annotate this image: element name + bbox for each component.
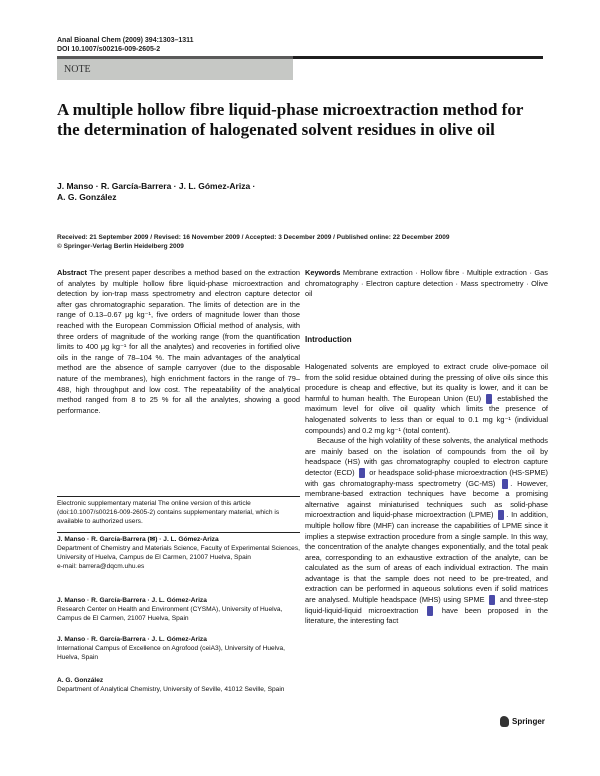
- publisher-logo: [500, 716, 545, 727]
- supplementary-note: Electronic supplementary material The online version of this article (doi:10.1007/s00216-009-2605-2) contains supplementary material, which is available to authorized users.: [57, 500, 280, 525]
- intro-text: Halogenated solvents are employed to extract crude olive-pomace oil from the solid residue obtained during the pressing of olive oils since this procedure is cheap and effective, but its quality is lower, and it can be harmful to human health. The European Union (EU): [305, 362, 548, 403]
- article-title: A multiple hollow fibre liquid-phase microextraction method for the determination of halogenated solvent residues in olive oil: [57, 100, 524, 139]
- abstract-text: The present paper describes a method based on the extraction of analytes by multiple hollow fibre liquid-phase microextraction and detection by ion-trap mass spectrometry and electron capture detector after gas chromatographic separation. The limits of detection are in the range of 0.13–0.67 μg kg⁻¹, five orders of magnitude lower than those reached with the European Commission Official method of analysis, with three orders of magnitude of the working range (from the quantification limits to 400 μg kg⁻¹ for all the analytes) and recoveries in fortified olive oils in the range of 78–104 %. The main advantages of the analytical method are the absence of sample carryover (due to the disposable nature of the membranes), high enrichment factors in the range of 79–488, high throughput and low cost. The repeatability of the analytical method ranged from 8 to 25 % for all the analytes, showing a good performance.: [57, 268, 300, 415]
- intro-text: . However, membrane-based extraction techniques have become a promising alternative against miniaturised techniques such as solid-phase microextraction and liquid-phase microextraction (LPME): [305, 478, 548, 520]
- affiliation-authors: A. G. González: [57, 677, 104, 684]
- intro-paragraph: [305, 436, 548, 627]
- affiliation-address: International Campus of Excellence on Agrofood (ceiA3), University of Huelva, Huelva, Spain: [57, 645, 285, 661]
- affiliation-email[interactable]: e-mail: barrera@dqcm.uhu.es: [57, 563, 145, 570]
- journal-citation: Anal Bioanal Chem (2009) 394:1303–1311: [57, 37, 194, 44]
- affiliation-authors: J. Manso · R. García-Barrera · J. L. Gómez-Ariza: [57, 597, 207, 604]
- affiliation-authors: J. Manso · R. García-Barrera · J. L. Gómez-Ariza: [57, 636, 207, 643]
- citation-link[interactable]: [359, 468, 365, 478]
- doi: DOI 10.1007/s00216-009-2605-2: [57, 46, 161, 53]
- intro-paragraph: [305, 362, 548, 436]
- authors-line-1[interactable]: J. Manso · R. García-Barrera · J. L. Gómez-Ariza ·: [57, 181, 256, 191]
- citation-link[interactable]: [498, 510, 504, 520]
- keywords-label: Keywords: [305, 268, 341, 277]
- intro-text: . In addition, multiple hollow fibre (MHF) can increase the capabilities of LPME since it implies a stepwise extraction procedure from a single sample. In this way, the concentration of the analyte changes exponentially, and the total peak area, corresponding to an exhaustive extraction of the analyte, can be calculated as the sum of areas of each individual extraction. The main advantage is that the sample does not need to be pre-treated, and extraction can be performed in aqueous solutions even if solid matrices are analysed. Multiple headspace (MHS) using SPME: [305, 510, 548, 605]
- affiliation: [57, 635, 300, 662]
- intro-text: or headspace solid-phase microextraction (HS-SPME) with gas chromatography-mass spectrometry (GC-MS): [305, 467, 548, 488]
- history-dates: Received: 21 September 2009 / Revised: 16 November 2009 / Accepted: 3 December 2009 / Published online: 22 December 2009: [57, 234, 450, 241]
- article-type-banner: [57, 59, 293, 80]
- citation-link[interactable]: [427, 606, 433, 616]
- article-type-label: NOTE: [64, 64, 91, 75]
- affiliation: [57, 535, 300, 571]
- article-history: [57, 233, 547, 251]
- abstract-label: Abstract: [57, 268, 87, 277]
- affiliation-address: Department of Chemistry and Materials Science, Faculty of Experimental Sciences, University of Huelva, Campus de El Carmen, 21007 Huelva, Spain: [57, 545, 300, 561]
- abstract: [57, 268, 300, 416]
- authors-line-2[interactable]: A. G. González: [57, 192, 117, 202]
- affiliation-authors: J. Manso · R. García-Barrera (✉) · J. L. Gómez-Ariza: [57, 536, 219, 543]
- affiliation-address: Department of Analytical Chemistry, University of Seville, 41012 Seville, Spain: [57, 686, 285, 693]
- footnote-rule: [57, 532, 300, 533]
- footnote-rule: [57, 496, 300, 497]
- journal-header: [57, 36, 194, 54]
- copyright: © Springer-Verlag Berlin Heidelberg 2009: [57, 243, 184, 250]
- keywords-text: Membrane extraction · Hollow fibre · Multiple extraction · Gas chromatography · Electron capture detection · Mass spectrometry · Olive oil: [305, 268, 548, 299]
- introduction-body: [305, 362, 548, 627]
- citation-link[interactable]: [489, 595, 495, 605]
- intro-text: have been proposed in the literature, the interesting fact: [305, 605, 548, 626]
- affiliation: [57, 596, 300, 623]
- section-heading-introduction: Introduction: [305, 335, 352, 344]
- author-list: [57, 181, 477, 203]
- intro-text: Because of the high volatility of these solvents, the analytical methods are mainly based on the isolation of compounds from the oil by headspace (HS) with gas chromatography coupled to electron capture detector (ECD): [305, 436, 548, 477]
- intro-text: and three-step liquid-liquid-liquid microextraction: [305, 595, 548, 615]
- affiliation-address: Research Center on Health and Environment (CYSMA), University of Huelva, Campus de El Carmen, 21007 Huelva, Spain: [57, 606, 283, 622]
- affiliation: [57, 676, 300, 694]
- keywords: [305, 268, 548, 300]
- publisher-name: Springer: [512, 717, 545, 726]
- intro-text: established the maximum level for olive oil quality which limits the presence of halogenated solvents to less than or equal to 0.1 mg kg⁻¹ (individual compounds) and 0.2 mg kg⁻¹ (total content).: [305, 393, 548, 435]
- citation-link[interactable]: [486, 394, 492, 404]
- springer-horse-icon: [500, 716, 509, 727]
- citation-link[interactable]: [502, 479, 508, 489]
